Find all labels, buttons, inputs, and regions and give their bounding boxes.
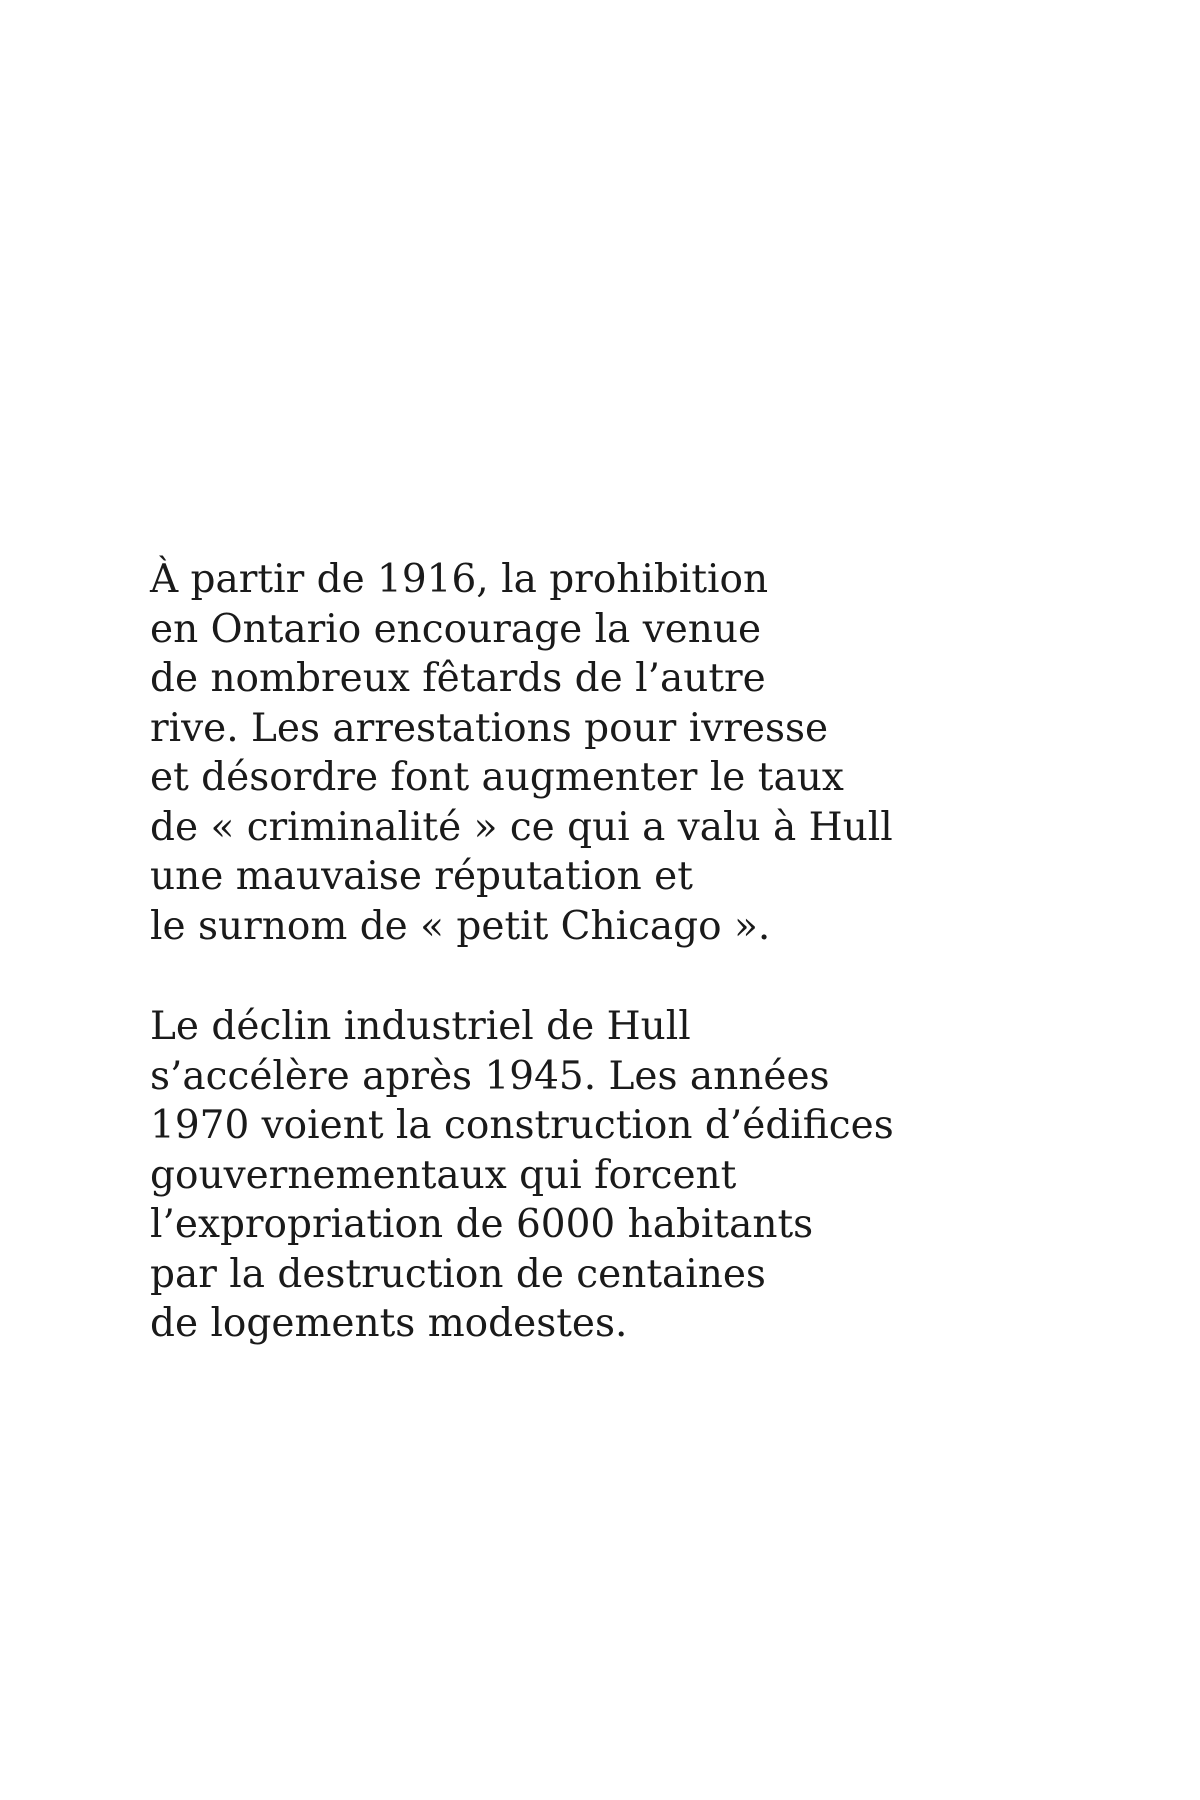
paragraph-prohibition	[150, 555, 1050, 951]
text-line: et désordre font augmenter le taux	[150, 755, 844, 800]
text-line: rive. Les arrestations pour ivresse	[150, 705, 829, 751]
text-line: de « criminalité » ce qui a valu à Hull	[150, 804, 893, 850]
body-text	[150, 555, 1050, 1349]
text-line: gouvernementaux qui forcent	[150, 1152, 737, 1198]
text-line: de nombreux fêtards de l’autre	[150, 656, 766, 701]
text-line: s’accélère après 1945. Les années	[150, 1053, 830, 1099]
text-line: de logements modestes.	[150, 1301, 628, 1346]
text-line: une mauvaise réputation et	[150, 854, 693, 899]
paragraph-industrial-decline	[150, 1002, 1050, 1349]
text-line: en Ontario encourage la venue	[150, 606, 762, 652]
text-line: l’expropriation de 6000 habitants	[150, 1202, 814, 1247]
text-line: 1970 voient la construction d’édifices	[150, 1103, 894, 1148]
text-line: par la destruction de centaines	[150, 1251, 766, 1297]
text-line: le surnom de « petit Chicago ».	[150, 903, 771, 949]
text-line: Le déclin industriel de Hull	[150, 1004, 691, 1049]
text-line: À partir de 1916, la prohibition	[150, 557, 769, 602]
